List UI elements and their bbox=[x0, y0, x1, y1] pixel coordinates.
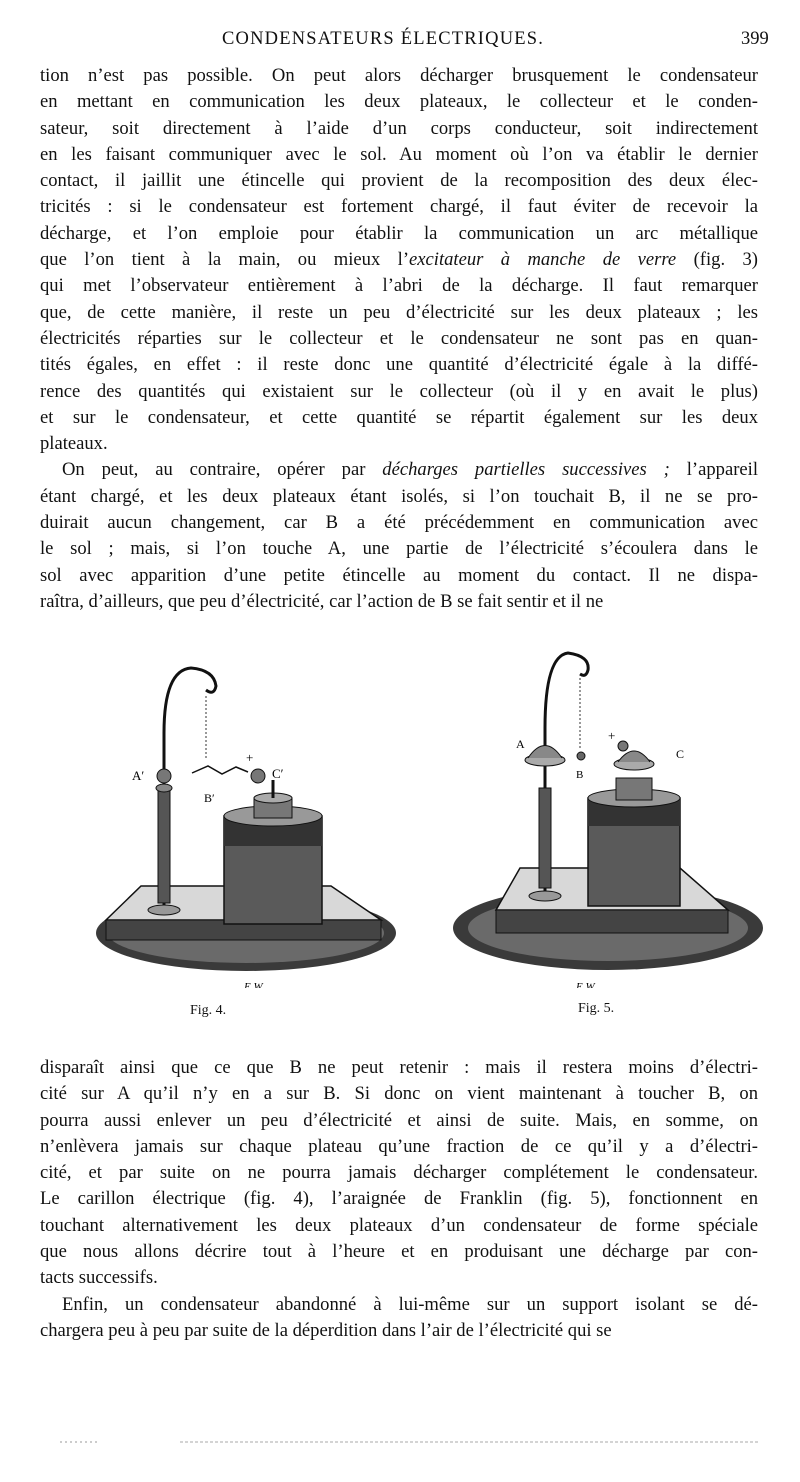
text-line: le sol ; mais, si l’on touche A, une partie de l’électricité s’écoulera dans le bbox=[40, 538, 758, 560]
text-line: touchant alternativement les deux plateaux d’un condensateur de forme spéciale bbox=[40, 1214, 758, 1236]
fig4-label-b: B′ bbox=[204, 791, 215, 805]
emphasis: excitateur à manche de verre bbox=[409, 249, 677, 271]
fig4-pendulum-b bbox=[192, 766, 248, 774]
emphasis: décharges partielles successives ; bbox=[382, 459, 670, 481]
figure-5 bbox=[448, 648, 768, 988]
footer-ink-marks bbox=[60, 1437, 760, 1447]
text-segment: (fig. 3) bbox=[676, 249, 758, 271]
text-line: pourra aussi enlever un peu d’électricité et ainsi de suite. Mais, en somme, on bbox=[40, 1109, 758, 1131]
page-header bbox=[0, 29, 800, 59]
text-line: que nous allons décrire tout à l’heure et en produisant une décharge par con- bbox=[40, 1241, 758, 1263]
fig4-ball-a bbox=[157, 769, 171, 783]
text-segment: que l’on tient à la main, ou mieux l’ bbox=[40, 249, 410, 271]
figure-5-caption: Fig. 5. bbox=[578, 1001, 615, 1016]
fig4-label-a: A′ bbox=[132, 768, 145, 783]
text-line: en mettant en communication les deux plateaux, le collecteur et le conden- bbox=[40, 91, 758, 113]
text-line: duirait aucun changement, car B a été précédemment en communication avec bbox=[40, 512, 758, 534]
text-block-top bbox=[40, 63, 758, 615]
text-line: qui met l’observateur entièrement à l’abri de la décharge. Il faut remarquer bbox=[40, 275, 758, 297]
paragraph-1 bbox=[40, 63, 758, 457]
text-line: en les faisant communiquer avec le sol. Au moment où l’on va établir le dernier bbox=[40, 143, 758, 165]
figure-4 bbox=[96, 648, 396, 988]
text-line: Enfin, un condensateur abandonné à lui-même sur un support isolant se dé- bbox=[62, 1293, 758, 1315]
text-line: étant chargé, et les deux plateaux étant isolés, si l’on touchait B, il ne se pro- bbox=[40, 485, 758, 507]
text-line: électricités réparties sur le collecteur et le condensateur ne sont pas en quan- bbox=[40, 327, 758, 349]
text-line: et sur le condensateur, et cette quantité se répartit également sur les deux bbox=[40, 406, 758, 428]
figure-4-caption: Fig. 4. bbox=[190, 1003, 227, 1018]
text-line: plateaux. bbox=[40, 433, 108, 455]
text-line: n’enlèvera jamais sur chaque plateau qu’une fraction de ce qu’il y a d’électri- bbox=[40, 1135, 758, 1157]
text-line bbox=[40, 457, 758, 483]
text-line: disparaît ainsi que ce que B ne peut retenir : mais il restera moins d’électri- bbox=[40, 1057, 758, 1078]
text-line: chargera peu à peu par suite de la déperdition dans l’air de l’électricité qui se bbox=[40, 1319, 612, 1341]
figure-5-illustration bbox=[448, 648, 768, 988]
fig4-signature: E.W. bbox=[244, 981, 265, 988]
text-line: décharge, et l’on emploie pour établir la communication un arc métallique bbox=[40, 222, 758, 244]
text-block-bottom bbox=[40, 1055, 758, 1344]
text-line: sateur, soit directement à l’aide d’un corps conducteur, soit indirectement bbox=[40, 117, 758, 139]
fig5-label-plus: + bbox=[608, 728, 616, 743]
text-line: sol avec apparition d’une petite étincelle au moment du contact. Il ne dispa- bbox=[40, 564, 758, 586]
text-line: rence des quantités qui existaient sur le collecteur (où il y en avait le plus) bbox=[40, 380, 758, 402]
paragraph-3 bbox=[40, 1055, 758, 1292]
text-line: contact, il jaillit une étincelle qui provient de la recomposition des deux élec- bbox=[40, 170, 758, 192]
fig4-label-c: C′ bbox=[272, 766, 284, 781]
fig5-label-b: B bbox=[576, 769, 584, 781]
text-line: cité, et par suite on ne pourra jamais décharger complétement le condensateur. bbox=[40, 1162, 758, 1184]
text-line: cité sur A qu’il n’y en a sur B. Si donc on vient maintenant à toucher B, on bbox=[40, 1083, 758, 1105]
fig4-ball-c bbox=[251, 769, 265, 783]
paragraph-2 bbox=[40, 457, 758, 615]
running-title: CONDENSATEURS ÉLECTRIQUES. bbox=[222, 29, 545, 49]
text-line: tricités : si le condensateur est fortement chargé, il faut éviter de recevoir la bbox=[40, 196, 758, 218]
fig5-label-c: C bbox=[676, 747, 685, 761]
text-segment: l’appareil bbox=[669, 459, 758, 481]
paragraph-4 bbox=[40, 1292, 758, 1345]
text-line bbox=[40, 247, 758, 273]
figure-4-illustration bbox=[96, 648, 396, 988]
fig5-signature: E.W. bbox=[576, 981, 597, 988]
page-number: 399 bbox=[741, 29, 769, 49]
text-line: Le carillon électrique (fig. 4), l’araignée de Franklin (fig. 5), fonctionnent en bbox=[40, 1188, 758, 1210]
fig5-label-a: A bbox=[516, 737, 525, 751]
fig5-spider-b bbox=[577, 752, 585, 760]
text-line: raîtra, d’ailleurs, que peu d’électricité, car l’action de B se fait sentir et il ne bbox=[40, 590, 604, 612]
text-line: que, de cette manière, il reste un peu d’électricité sur les deux plateaux ; les bbox=[40, 301, 758, 323]
text-line: tacts successifs. bbox=[40, 1267, 158, 1289]
text-line: tion n’est pas possible. On peut alors décharger brusquement le condensateur bbox=[40, 65, 758, 86]
text-segment: On peut, au contraire, opérer par bbox=[62, 459, 383, 481]
text-line: tités égales, en effet : il reste donc une quantité d’électricité égale à la diffé- bbox=[40, 354, 758, 376]
fig4-label-plus: + bbox=[246, 750, 254, 765]
